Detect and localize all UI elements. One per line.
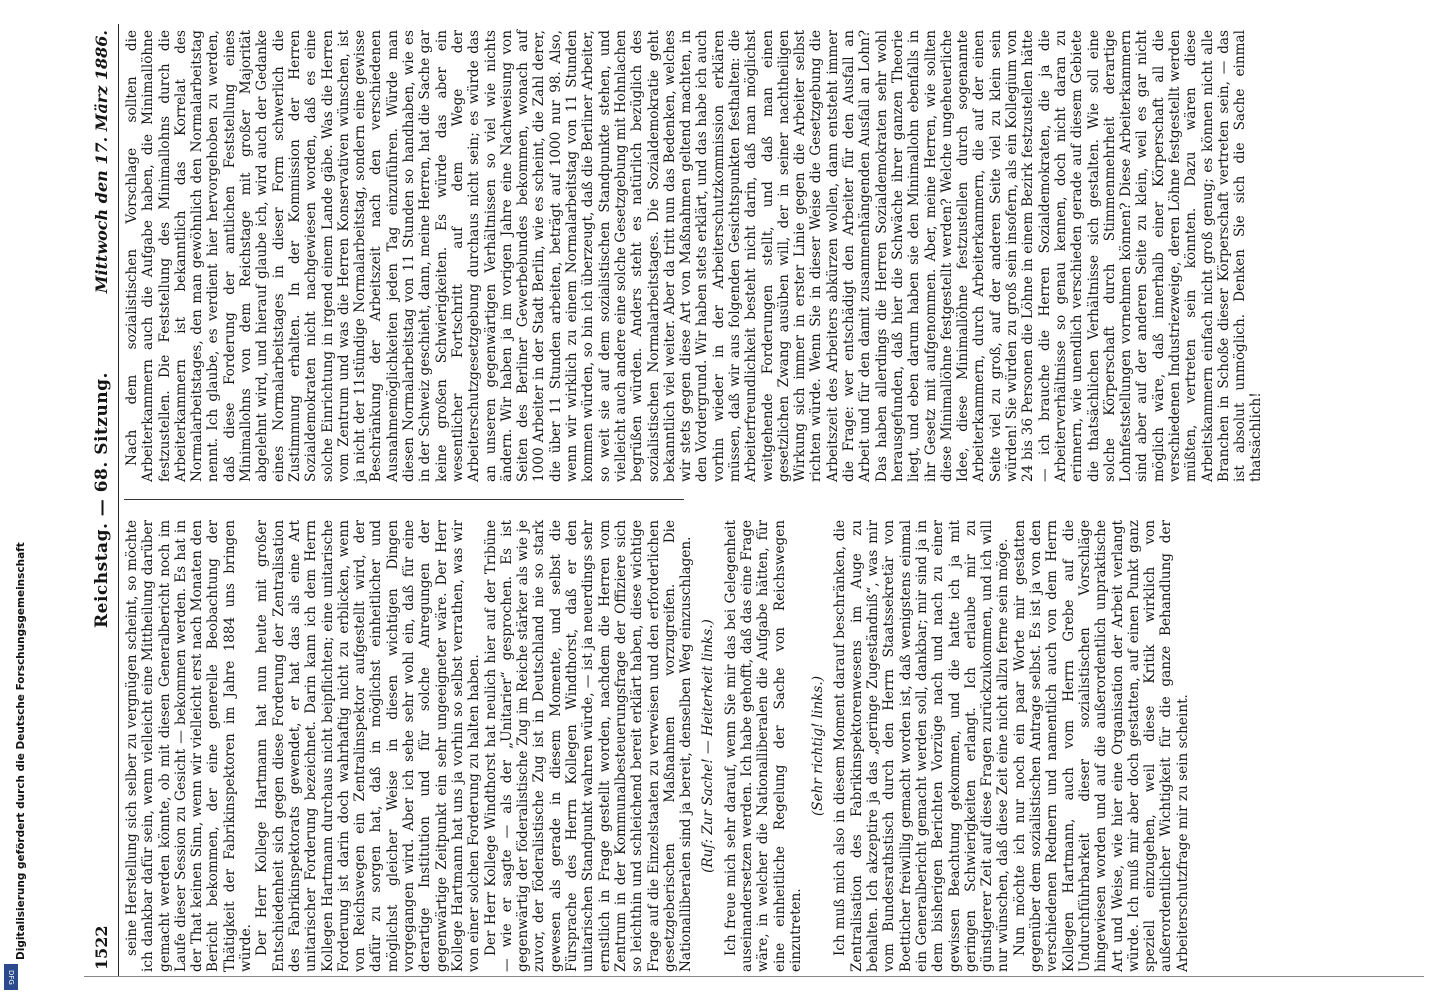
text-column-left (124, 520, 1191, 972)
interjection: (Ruf: Zur Sache! — Heiterkeit links.) (700, 619, 717, 873)
session-date: Mittwoch den 17. März 1886. (92, 30, 111, 294)
running-title: Reichstag. — 68. Sitzung. (92, 372, 112, 628)
paragraph: Ich freue mich sehr darauf, wenn Sie mir das bei Gelegenheit auseinandersetzen werden. Ich habe gehofft, daß das eine Frage wäre, in welcher die Nationalliberalen die Aufgabe hätten, für eine einheitliche Regelung der Sache von Reichswegen einzutreten. (722, 520, 804, 972)
paragraph: Der Herr Kollege Windthorst hat neulich hier auf der Tribüne — wie er sagte — als der „Unitarier“ gesprochen. Es ist gegenwärtig der föderalistische Zug im Reiche stärker als wie je zuvor, der föderalistische Zug ist in Deutschland nie so stark gewesen als gerade in diesem Momente, und selbst die Fürsprache des Herrn Kollegen Windthorst, daß er den unitarischen Standpunkt wahren würde, — ist ja neuerdings sehr ernstlich in Frage gestellt worden, nachdem die Herren vom Zentrum in der Kommunalbesteuerungsfrage der Offiziere sich so leichthin und schleichend bereit erklärt haben, diese wichtige Frage auf die Einzelstaaten zu verweisen und den erforderlichen gesetzgeberischen Maßnahmen vorzugreifen. Die Nationalliberalen sind ja bereit, denselben Weg einzuschlagen. (482, 520, 695, 972)
paragraph: Nun möchte ich nur noch ein paar Worte mir gestatten gegenüber dem sozialistischen Antrage selbst. Es ist ja von den verschiedenen Rednern und namentlich auch von dem Herrn Kollegen Hartmann, auch vom Herrn Grebe auf die Undurchführbarkeit dieser sozialistischen Vorschläge hingewiesen worden und auf die außerordentlich unpraktische Art und Weise, wie hier eine Organisation der Arbeit verlangt würde. Ich muß mir aber doch gestatten, auf einen Punkt ganz speziell einzugehen, weil diese Kritik wirklich von außerordentlicher Wichtigkeit für die ganze Behandlung der Arbeiterschutzfrage mir zu sein scheint. (1011, 520, 1191, 972)
dfg-logo-icon: DFG (4, 964, 18, 990)
page-header (84, 24, 119, 976)
digitization-sidebar (8, 430, 27, 960)
page-number: 1522 (92, 925, 111, 970)
paragraph: Nach dem sozialistischen Vorschlage sollten die Arbeiterkammern auch die Aufgabe haben, die Minimallöhne festzustellen. Die Feststellung des Minimallohns durch die Arbeiterkammern ist bekanntlich das Korrelat des Normalarbeitstages, den man gewöhnlich den Normalarbeitstag nennt. Ich glaube, es verdient hier hervorgehoben zu werden, daß diese Forderung der amtlichen Feststellung eines Minimallohns von dem Reichstage mit großer Majorität abgelehnt wird, und hierauf glaube ich, wird auch der Gedanke eines Normalarbeitstages in dieser Form schwerlich die Zustimmung erhalten. In der Kommission der Herren Sozialdemokraten nicht nachgewiesen worden, daß es eine solche Einrichtung in irgend einem Lande gäbe. Was die Herren vom Zentrum und was die Herren Konservativen wünschen, ist ja nicht der 11stündige Normalarbeitstag, sondern eine gewisse Beschränkung der Arbeitszeit nach den verschiedenen Ausnahmemöglichkeiten jeden Tag einzuführen. Würde man diesen Normalarbeitstag von 11 Stunden so handhaben, wie es in der Schweiz geschieht, dann, meine Herren, hat die Sache gar keine großen Schwierigkeiten. Es würde das aber ein wesentlicher Fortschritt auf dem Wege der Arbeiterschutzgesetzgebung durchaus nicht sein; es würde das an unseren gegenwärtigen Verhältnissen so viel wie nichts ändern. Wir haben ja im vorigen Jahre eine Nachweisung von Seiten des Berliner Gewerbebundes bekommen, wonach auf 1000 Arbeiter in der Stadt Berlin, wie es scheint, die Zahl derer, die über 11 Stunden arbeiten, beträgt auf 1000 nur 98. Also, wenn wir wirklich zu einem Normalarbeitstag von 11 Stunden kommen würden, so bin ich überzeugt, daß die Berliner Arbeiter, so weit sie auf dem sozialistischen Standpunkte stehen, und vielleicht auch andere eine solche Gesetzgebung mit Hohnlachen begrüßen würden. Anders steht es natürlich bezüglich des sozialistischen Normalarbeitstages. Die Sozialdemokratie geht bekanntlich viel weiter. Aber da tritt nun das Bedenken, welches wir stets gegen diese Art von Maßnahmen geltend machten, in den Vordergrund. Wir haben stets erklärt, und das habe ich auch vorhin wieder in der Arbeiterschutzkommission erklären müssen, daß wir aus folgenden Gesichtspunkten festhalten: die Arbeiterfreundlichkeit besteht nicht darin, daß man möglichst weitgehende Forderungen stellt, und daß man einen gesetzlichen Zwang ausüben will, der in seiner nachtheiligen Wirkung sich immer in erster Linie gegen die Arbeiter selbst richten würde. Wenn Sie in dieser Weise die Gesetzgebung die Arbeitszeit des Arbeiters abkürzen wollen, dann entsteht immer die Frage: wer entschädigt den Arbeiter für den Ausfall an Arbeit und für den damit zusammenhängenden Ausfall an Lohn? Das haben allerdings die Herren Sozialdemokraten sehr wohl herausgefunden, daß hier die Schwäche ihrer ganzen Theorie liegt, und eben darum haben sie den Minimallohn ebenfalls in ihr Gesetz mit aufgenommen. Aber, meine Herren, wie sollten diese Minimallöhne festgestellt werden? Welche ungeheuerliche Idee, diese Minimallöhne festzustellen durch sogenannte Arbeiterkammern, durch Arbeiterkammern, die auf der einen Seite viel zu groß, auf der anderen Seite viel zu klein sein würden! Sie würden zu groß sein insofern, als ein Kollegium von 24 bis 36 Personen die Löhne in einem Bezirk festzustellen hätte — ich brauche die Herren Sozialdemokraten, die ja die Arbeiterverhältnisse so genau kennen, doch nicht daran zu erinnern, wie unendlich verschieden gerade auf diesem Gebiete die thatsächlichen Verhältnisse sich gestalten. Wie soll eine solche Körperschaft durch Stimmenmehrheit derartige Lohnfeststellungen vornehmen können? Diese Arbeiterkammern sind aber auf der anderen Seite zu klein, weil es gar nicht möglich wäre, daß innerhalb einer Körperschaft all die verschiedenen Industriezweige, deren Löhne festgestellt werden müßten, vertreten sein könnten. Dazu wären diese Arbeitskammern einfach nicht groß genug; es können nicht alle Branchen in Schoße dieser Körperschaft vertreten sein, — das ist absolut unmöglich. Denken Sie sich die Sache einmal thatsächlich! (124, 30, 1265, 482)
paragraph: seine Herstellung sich selber zu vergnügen scheint, so möchte ich dankbar dafür sein, wenn vielleicht eine Mittheilung darüber gemacht werden könnte, ob mit diesen Generalbericht noch im Laufe dieser Session zu Gesicht — bekommen werden. Es hat in der That keinen Sinn, wenn wir vielleicht erst nach Monaten den Bericht bekommen, der eine generelle Beobachtung der Thätigkeit der Fabrikinspektoren im Jahre 1884 uns bringen würde. (124, 520, 255, 972)
text-column-right (124, 30, 1265, 482)
paragraph: Der Herr Kollege Hartmann hat nun heute mit großer Entschiedenheit sich gegen diese Forderung der Zentralisation des Fabrikinspektorats gewendet, er hat das als eine Art unitarischer Forderung bezeichnet. Darin kann ich dem Herrn Kollegen Hartmann durchaus nicht beipflichten; eine unitarische Forderung ist darin doch wahrhaftig nicht zu erblicken, wenn von Reichswegen ein Zentralinspektor aufgestellt wird, der dafür zu sorgen hat, daß in möglichst einheitlicher und möglichst gleicher Weise in diesen wichtigen Dingen vorgegangen wird. Aber ich sehe sehr wohl ein, daß für eine derartige Institution und für solche Anregungen der gegenwärtige Zeitpunkt ein sehr ungeeigneter wäre. Der Herr Kollege Hartmann hat uns ja vorhin so selbst verrathen, was wir von einer solchen Forderung zu halten haben. (254, 520, 483, 972)
rotated-page (84, 24, 1424, 976)
column-divider (124, 499, 684, 500)
paragraph: Ich muß mich also in diesem Moment darauf beschränken, die Zentralisation des Fabrikinspektorenwesens im Auge zu behalten. Ich akzeptire ja das „geringe Zugeständniß“, was mir vom Bundesrathstisch durch den Herrn Staatssekretär von Boetticher freiwillig gemacht worden ist, daß wenigstens einmal ein Generalbericht gemacht werden soll, dankbar; mir sind ja in dem bisherigen Berichten Vorzüge nach und nach zu einer gewissen Beachtung gekommen, und die hatte ich ja mit geringen Schwierigkeiten erlangt. Ich erlaube mir zu günstigerer Zeit auf diese Fragen zurückzukommen, und ich will nur wünschen, daß diese Zeit eine nicht allzu ferne sein möge. (832, 520, 1012, 972)
digitization-note: Digitalisierung gefördert durch die Deutsche Forschungsgemeinschaft (15, 542, 27, 960)
interjection: (Sehr richtig! links.) (810, 675, 827, 817)
